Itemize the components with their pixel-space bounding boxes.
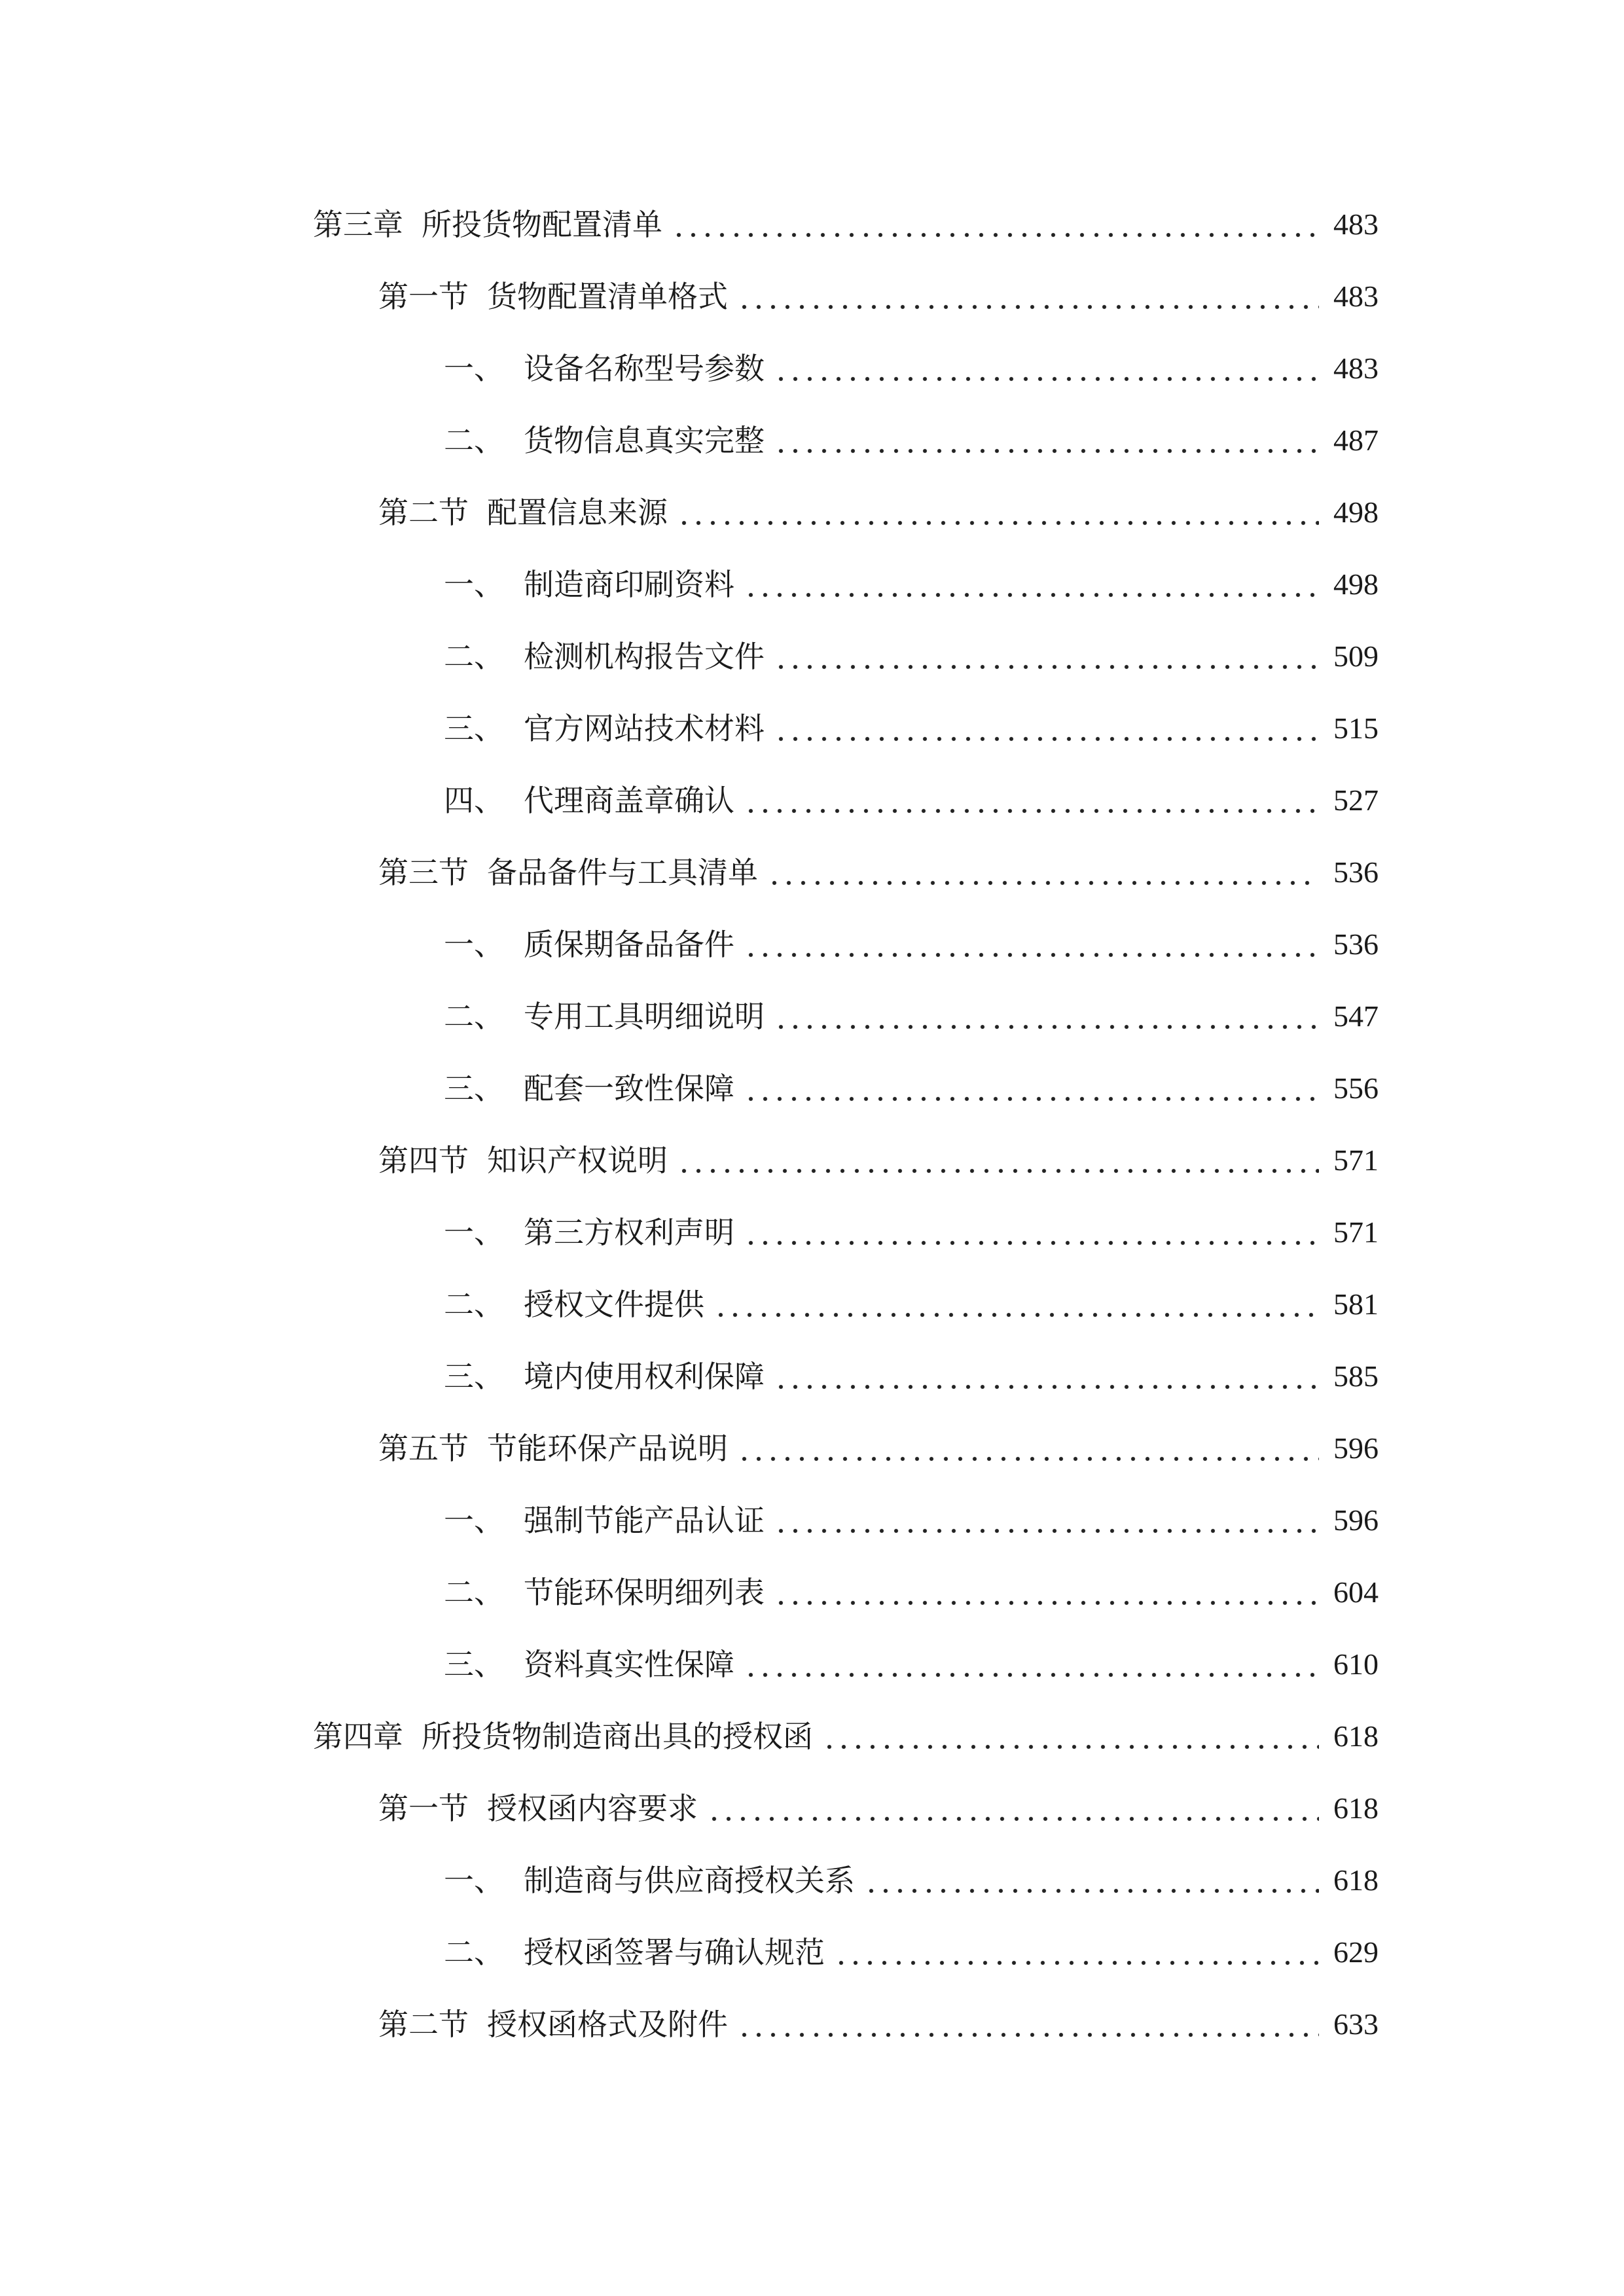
toc-entry[interactable] — [0, 1916, 1624, 1988]
toc-entry-number: 第一节 — [378, 279, 469, 314]
toc-entry-number: 二、 — [444, 1575, 504, 1610]
toc-entry-page-number: 596 — [1333, 1431, 1379, 1465]
toc-entry[interactable] — [0, 260, 1624, 332]
toc-entry-page-number: 581 — [1333, 1287, 1379, 1321]
toc-entry-title: 官方网站技术材料 — [524, 711, 765, 746]
toc-entry-page-number: 487 — [1333, 423, 1379, 457]
toc-entry-page-number: 571 — [1333, 1143, 1379, 1177]
toc-entry-title: 所投货物制造商出具的授权函 — [422, 1719, 813, 1754]
table-of-contents — [0, 188, 1624, 2060]
toc-entry-number: 四、 — [444, 783, 504, 818]
dot-leader — [744, 1649, 1319, 1679]
toc-entry[interactable] — [0, 1988, 1624, 2060]
toc-entry-number: 一、 — [444, 1503, 504, 1538]
dot-leader — [774, 641, 1319, 672]
toc-entry-title: 知识产权说明 — [487, 1143, 668, 1178]
toc-entry-number: 三、 — [444, 1359, 504, 1394]
toc-entry-title: 资料真实性保障 — [524, 1647, 734, 1682]
toc-entry-number: 第四节 — [378, 1143, 469, 1178]
toc-entry[interactable] — [0, 1484, 1624, 1556]
toc-entry[interactable] — [0, 548, 1624, 620]
toc-entry-number: 第三节 — [378, 855, 469, 890]
toc-entry[interactable] — [0, 404, 1624, 476]
dot-leader — [737, 1433, 1319, 1463]
toc-entry-number: 一、 — [444, 1215, 504, 1250]
dot-leader — [744, 1217, 1319, 1247]
toc-entry-page-number: 536 — [1333, 855, 1379, 889]
toc-entry-number: 第一节 — [378, 1791, 469, 1826]
toc-entry[interactable] — [0, 620, 1624, 692]
dot-leader — [672, 209, 1319, 240]
toc-entry-page-number: 556 — [1333, 1071, 1379, 1105]
toc-entry[interactable] — [0, 1340, 1624, 1412]
toc-entry-title: 节能环保明细列表 — [524, 1575, 765, 1610]
dot-leader — [677, 497, 1319, 528]
toc-entry-title: 设备名称型号参数 — [524, 351, 765, 386]
toc-entry-number: 三、 — [444, 711, 504, 746]
toc-entry[interactable] — [0, 1412, 1624, 1484]
toc-entry[interactable] — [0, 692, 1624, 764]
toc-entry-page-number: 585 — [1333, 1359, 1379, 1393]
toc-entry-number: 第三章 — [313, 207, 403, 242]
toc-entry-title: 制造商与供应商授权关系 — [524, 1863, 855, 1898]
toc-entry[interactable] — [0, 1844, 1624, 1916]
dot-leader — [707, 1793, 1319, 1823]
dot-leader — [834, 1937, 1319, 1967]
toc-entry-title: 制造商印刷资料 — [524, 567, 734, 602]
toc-entry-page-number: 633 — [1333, 2007, 1379, 2041]
dot-leader — [677, 1145, 1319, 1175]
toc-entry-title: 货物信息真实完整 — [524, 423, 765, 458]
toc-entry-page-number: 604 — [1333, 1575, 1379, 1609]
toc-entry[interactable] — [0, 980, 1624, 1052]
toc-entry-page-number: 527 — [1333, 783, 1379, 817]
toc-entry-number: 二、 — [444, 1287, 504, 1322]
toc-entry-page-number: 618 — [1333, 1863, 1379, 1897]
toc-entry-number: 一、 — [444, 927, 504, 962]
toc-entry-title: 所投货物配置清单 — [422, 207, 662, 242]
toc-entry-number: 三、 — [444, 1071, 504, 1106]
dot-leader — [713, 1289, 1319, 1319]
toc-entry-page-number: 571 — [1333, 1215, 1379, 1249]
dot-leader — [737, 281, 1319, 312]
toc-entry-title: 专用工具明细说明 — [524, 999, 765, 1034]
toc-entry-page-number: 509 — [1333, 639, 1379, 673]
toc-entry[interactable] — [0, 188, 1624, 260]
toc-entry-number: 第二节 — [378, 495, 469, 530]
toc-entry-page-number: 515 — [1333, 711, 1379, 745]
toc-entry-page-number: 618 — [1333, 1719, 1379, 1753]
dot-leader — [774, 1577, 1319, 1607]
dot-leader — [822, 1721, 1319, 1751]
dot-leader — [774, 713, 1319, 744]
toc-entry-title: 检测机构报告文件 — [524, 639, 765, 674]
toc-entry[interactable] — [0, 1052, 1624, 1124]
toc-entry-title: 节能环保产品说明 — [487, 1431, 728, 1466]
toc-entry-page-number: 483 — [1333, 279, 1379, 313]
toc-entry-number: 第四章 — [313, 1719, 403, 1754]
toc-entry-title: 授权文件提供 — [524, 1287, 704, 1322]
toc-entry-title: 境内使用权利保障 — [524, 1359, 765, 1394]
toc-entry[interactable] — [0, 836, 1624, 908]
dot-leader — [774, 425, 1319, 456]
toc-entry-page-number: 618 — [1333, 1791, 1379, 1825]
toc-entry-title: 配置信息来源 — [487, 495, 668, 530]
toc-entry-page-number: 498 — [1333, 495, 1379, 529]
toc-entry-number: 第五节 — [378, 1431, 469, 1466]
toc-entry-title: 授权函内容要求 — [487, 1791, 698, 1826]
toc-entry[interactable] — [0, 1772, 1624, 1844]
dot-leader — [744, 785, 1319, 816]
toc-entry[interactable] — [0, 1700, 1624, 1772]
dot-leader — [744, 569, 1319, 600]
toc-entry-number: 一、 — [444, 351, 504, 386]
toc-entry-title: 配套一致性保障 — [524, 1071, 734, 1106]
toc-entry-title: 授权函格式及附件 — [487, 2007, 728, 2042]
toc-entry-page-number: 610 — [1333, 1647, 1379, 1681]
dot-leader — [774, 1361, 1319, 1391]
toc-entry-page-number: 596 — [1333, 1503, 1379, 1537]
toc-entry-title: 货物配置清单格式 — [487, 279, 728, 314]
toc-entry[interactable] — [0, 1556, 1624, 1628]
toc-entry[interactable] — [0, 908, 1624, 980]
toc-entry-title: 代理商盖章确认 — [524, 783, 734, 818]
toc-entry[interactable] — [0, 764, 1624, 836]
toc-entry-number: 二、 — [444, 639, 504, 674]
toc-entry[interactable] — [0, 1628, 1624, 1700]
dot-leader — [737, 2009, 1319, 2039]
toc-entry[interactable] — [0, 332, 1624, 404]
toc-entry-number: 二、 — [444, 423, 504, 458]
toc-entry-page-number: 536 — [1333, 927, 1379, 961]
toc-entry[interactable] — [0, 1268, 1624, 1340]
dot-leader — [767, 857, 1319, 888]
dot-leader — [774, 353, 1319, 384]
dot-leader — [774, 1505, 1319, 1535]
toc-entry-page-number: 483 — [1333, 207, 1379, 241]
toc-entry-page-number: 483 — [1333, 351, 1379, 385]
toc-entry-number: 二、 — [444, 1935, 504, 1970]
toc-entry-title: 备品备件与工具清单 — [487, 855, 758, 890]
toc-entry-title: 授权函签署与确认规范 — [524, 1935, 825, 1970]
toc-entry-title: 第三方权利声明 — [524, 1215, 734, 1250]
toc-entry-number: 二、 — [444, 999, 504, 1034]
dot-leader — [774, 1001, 1319, 1031]
toc-entry-number: 第二节 — [378, 2007, 469, 2042]
dot-leader — [864, 1865, 1319, 1895]
toc-entry[interactable] — [0, 1196, 1624, 1268]
toc-entry-number: 一、 — [444, 567, 504, 602]
toc-entry-page-number: 498 — [1333, 567, 1379, 601]
dot-leader — [744, 929, 1319, 960]
dot-leader — [744, 1073, 1319, 1103]
toc-entry-number: 一、 — [444, 1863, 504, 1898]
toc-entry[interactable] — [0, 476, 1624, 548]
toc-entry[interactable] — [0, 1124, 1624, 1196]
toc-entry-title: 质保期备品备件 — [524, 927, 734, 962]
toc-entry-page-number: 629 — [1333, 1935, 1379, 1969]
toc-entry-page-number: 547 — [1333, 999, 1379, 1033]
toc-entry-number: 三、 — [444, 1647, 504, 1682]
toc-entry-title: 强制节能产品认证 — [524, 1503, 765, 1538]
